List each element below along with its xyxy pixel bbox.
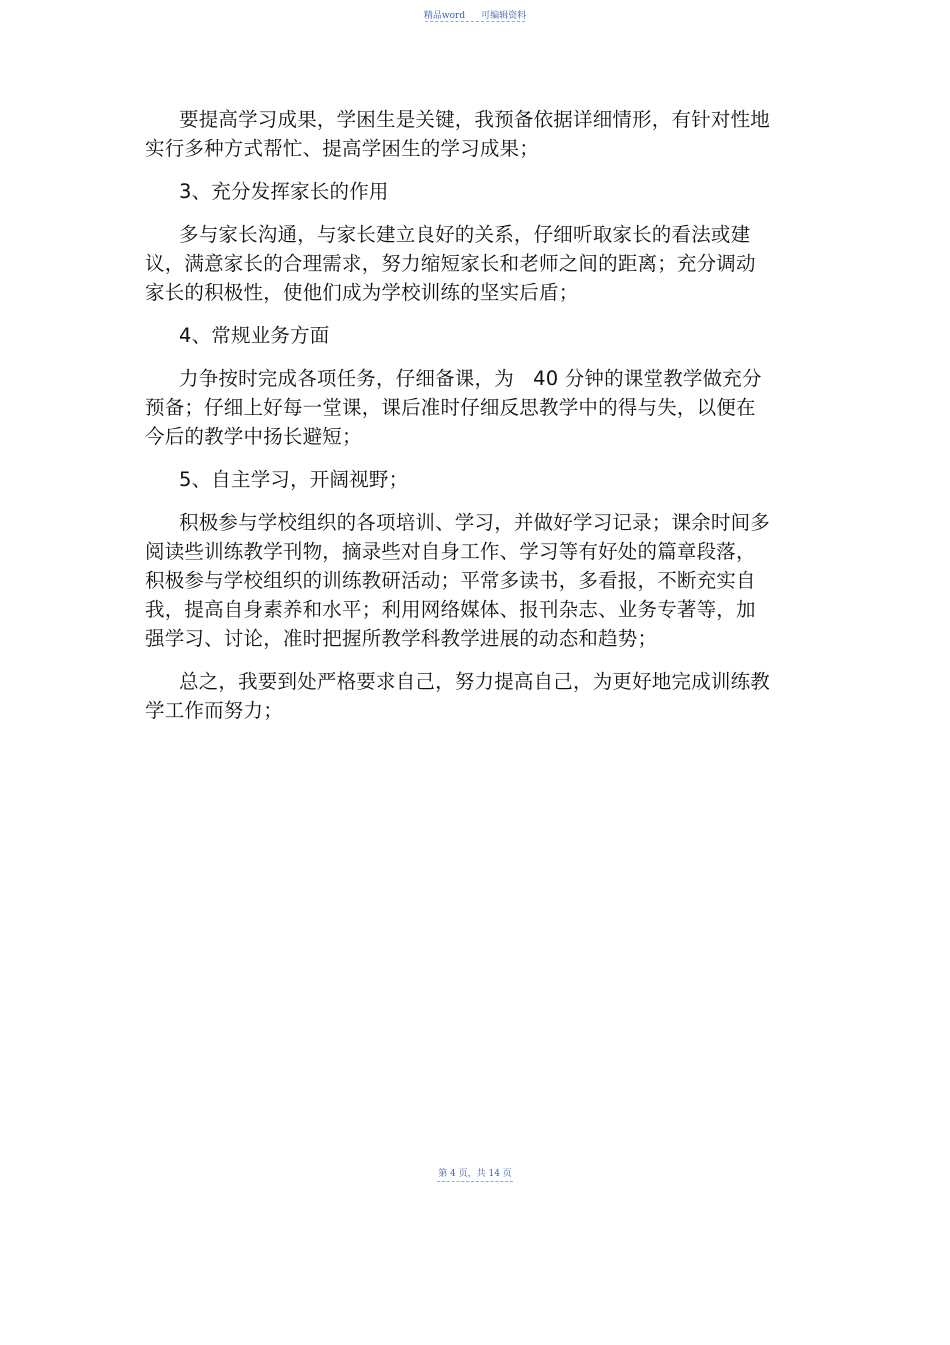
document-body	[145, 105, 770, 725]
paragraph: 积极参与学校组织的各项培训、学习，并做好学习记录；课余时间多阅读些训练教学刊物，摘录些对自身工作、学习等有好处的篇章段落，积极参与学校组织的训练教研活动；平常多读书，多看报，不断充实自我，提高自身素养和水平；利用网络媒体、报刊杂志、业务专著等，加强学习、讨论，准时把握所教学科教学进展的动态和趋势；	[145, 511, 771, 650]
section-heading: 4、常规业务方面	[179, 324, 330, 347]
page-number: 第 4 页，共 14 页	[438, 1169, 512, 1179]
page-header	[0, 8, 950, 21]
footer-divider	[437, 1181, 513, 1182]
paragraph: 要提高学习成果，学困生是关键，我预备依据详细情形，有针对性地实行多种方式帮忙、提高学困生的学习成果；	[145, 108, 771, 160]
paragraph: 多与家长沟通，与家长建立良好的关系，仔细听取家长的看法或建议，满意家长的合理需求，努力缩短家长和老师之间的距离；充分调动家长的积极性，使他们成为学校训练的坚实后盾；	[145, 223, 756, 304]
paragraph: 力争按时完成各项任务，仔细备课，为 40 分钟的课堂教学做充分预备；仔细上好每一堂课，课后准时仔细反思教学中的得与失，以便在今后的教学中扬长避短；	[145, 367, 762, 448]
header-right-label: 可编辑资料	[481, 11, 527, 21]
header-divider	[425, 21, 525, 22]
paragraph: 总之，我要到处严格要求自己，努力提高自己，为更好地完成训练教学工作而努力；	[145, 670, 771, 722]
section-heading: 5、自主学习，开阔视野；	[179, 468, 409, 491]
section-heading: 3、充分发挥家长的作用	[179, 180, 389, 203]
header-left-label: 精品word	[423, 11, 466, 21]
